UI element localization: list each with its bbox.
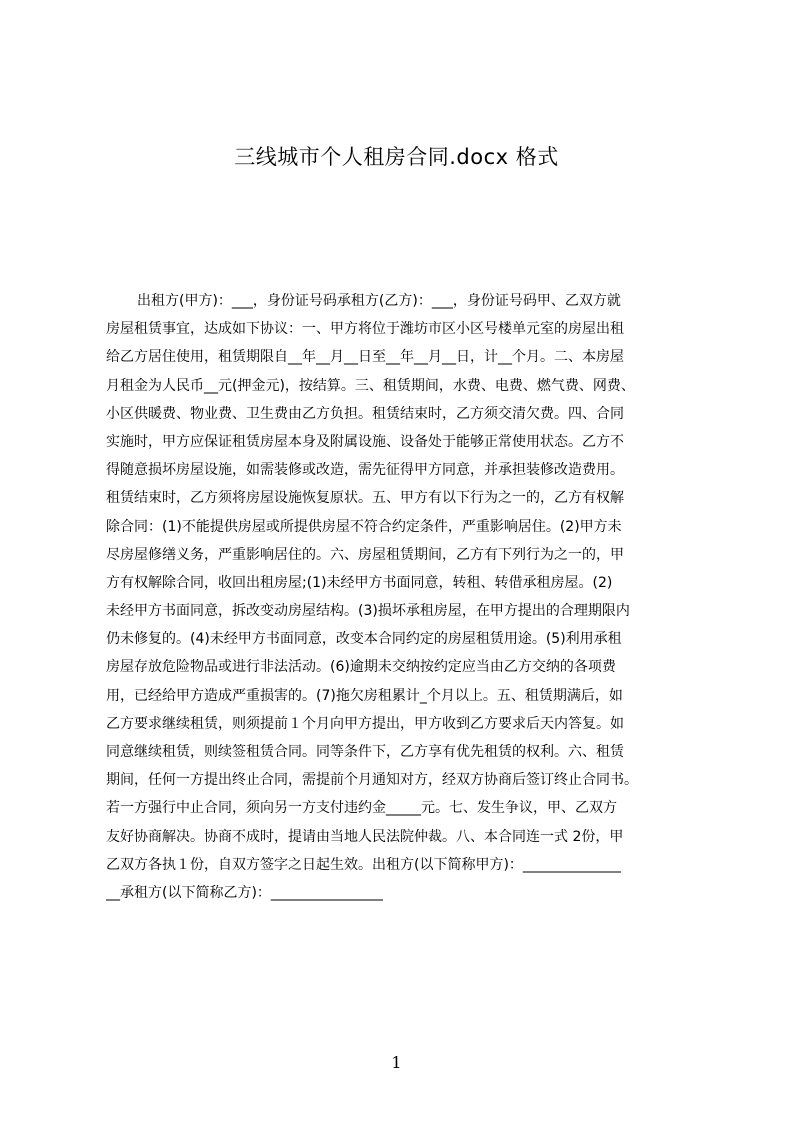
body-line: 用，已经给甲方造成严重损害的。(7)拖欠房租累计_个月以上。五、租赁期满后，如 <box>106 687 623 704</box>
body-line: 乙方要求继续租赁，则须提前１个月向甲方提出，甲方收到乙方要求后天内答复。如 <box>106 715 624 732</box>
body-line: 得随意损坏房屋设施，如需装修或改造，需先征得甲方同意，并承担装修改造费用。 <box>106 462 624 479</box>
body-line: 小区供暖费、物业费、卫生费由乙方负担。租赁结束时，乙方须交清欠费。四、合同 <box>106 405 624 422</box>
body-line: 未经甲方书面同意，拆改变动房屋结构。(3)损坏承租房屋，在甲方提出的合理期限内 <box>106 603 630 620</box>
page-number: 1 <box>391 1053 402 1072</box>
body-line: 出租方(甲方)：___，身份证号码承租方(乙方)：___，身份证号码甲、乙双方就 <box>137 293 621 309</box>
body-line: 若一方强行中止合同，须向另一方支付违约金_____元。七、发生争议，甲、乙双方 <box>106 800 617 817</box>
body-line: 月租金为人民币__元(押金元)，按结算。三、租赁期间，水费、电费、燃气费、网费、 <box>106 377 635 394</box>
body-line: 房屋租赁事宜，达成如下协议：一、甲方将位于潍坊市区小区号楼单元室的房屋出租 <box>106 321 624 338</box>
body-line: 租赁结束时，乙方须将房屋设施恢复原状。五、甲方有以下行为之一的，乙方有权解 <box>106 490 624 507</box>
body-line: 尽房屋修缮义务，严重影响居住的。六、房屋租赁期间，乙方有下列行为之一的，甲 <box>106 546 624 563</box>
body-line: 同意继续租赁，则续签租赁合同。同等条件下，乙方享有优先租赁的权利。六、租赁 <box>106 744 624 760</box>
body-line: 乙双方各执１份，自双方签字之日起生效。出租方(以下简称甲方)：______________ <box>106 856 621 873</box>
document-body <box>106 287 696 907</box>
body-line: 友好协商解决。协商不成时，提请由当地人民法院仲裁。八、本合同连一式 2份，甲 <box>106 828 624 845</box>
body-line: 实施时，甲方应保证租赁房屋本身及附属设施、设备处于能够正常使用状态。乙方不 <box>106 433 624 450</box>
body-line: __承租方(以下简称乙方)：________________ <box>106 884 383 901</box>
body-line: 仍未修复的。(4)未经甲方书面同意，改变本合同约定的房屋租赁用途。(5)利用承租 <box>106 631 622 648</box>
body-line: 房屋存放危险物品或进行非法活动。(6)逾期未交纳按约定应当由乙方交纳的各项费 <box>106 659 616 676</box>
body-line: 方有权解除合同，收回出租房屋;(1)未经甲方书面同意，转租、转借承租房屋。(2) <box>106 574 613 591</box>
document-title: 三线城市个人租房合同.docx 格式 <box>234 145 559 169</box>
body-line: 除合同：(1)不能提供房屋或所提供房屋不符合约定条件，严重影响居住。(2)甲方未 <box>106 518 622 535</box>
body-line: 期间，任何一方提出终止合同，需提前个月通知对方，经双方协商后签订终止合同书。 <box>106 772 638 789</box>
body-line: 给乙方居住使用，租赁期限自__年__月__日至__年__月__日，计__个月。二、本房屋 <box>106 349 624 366</box>
